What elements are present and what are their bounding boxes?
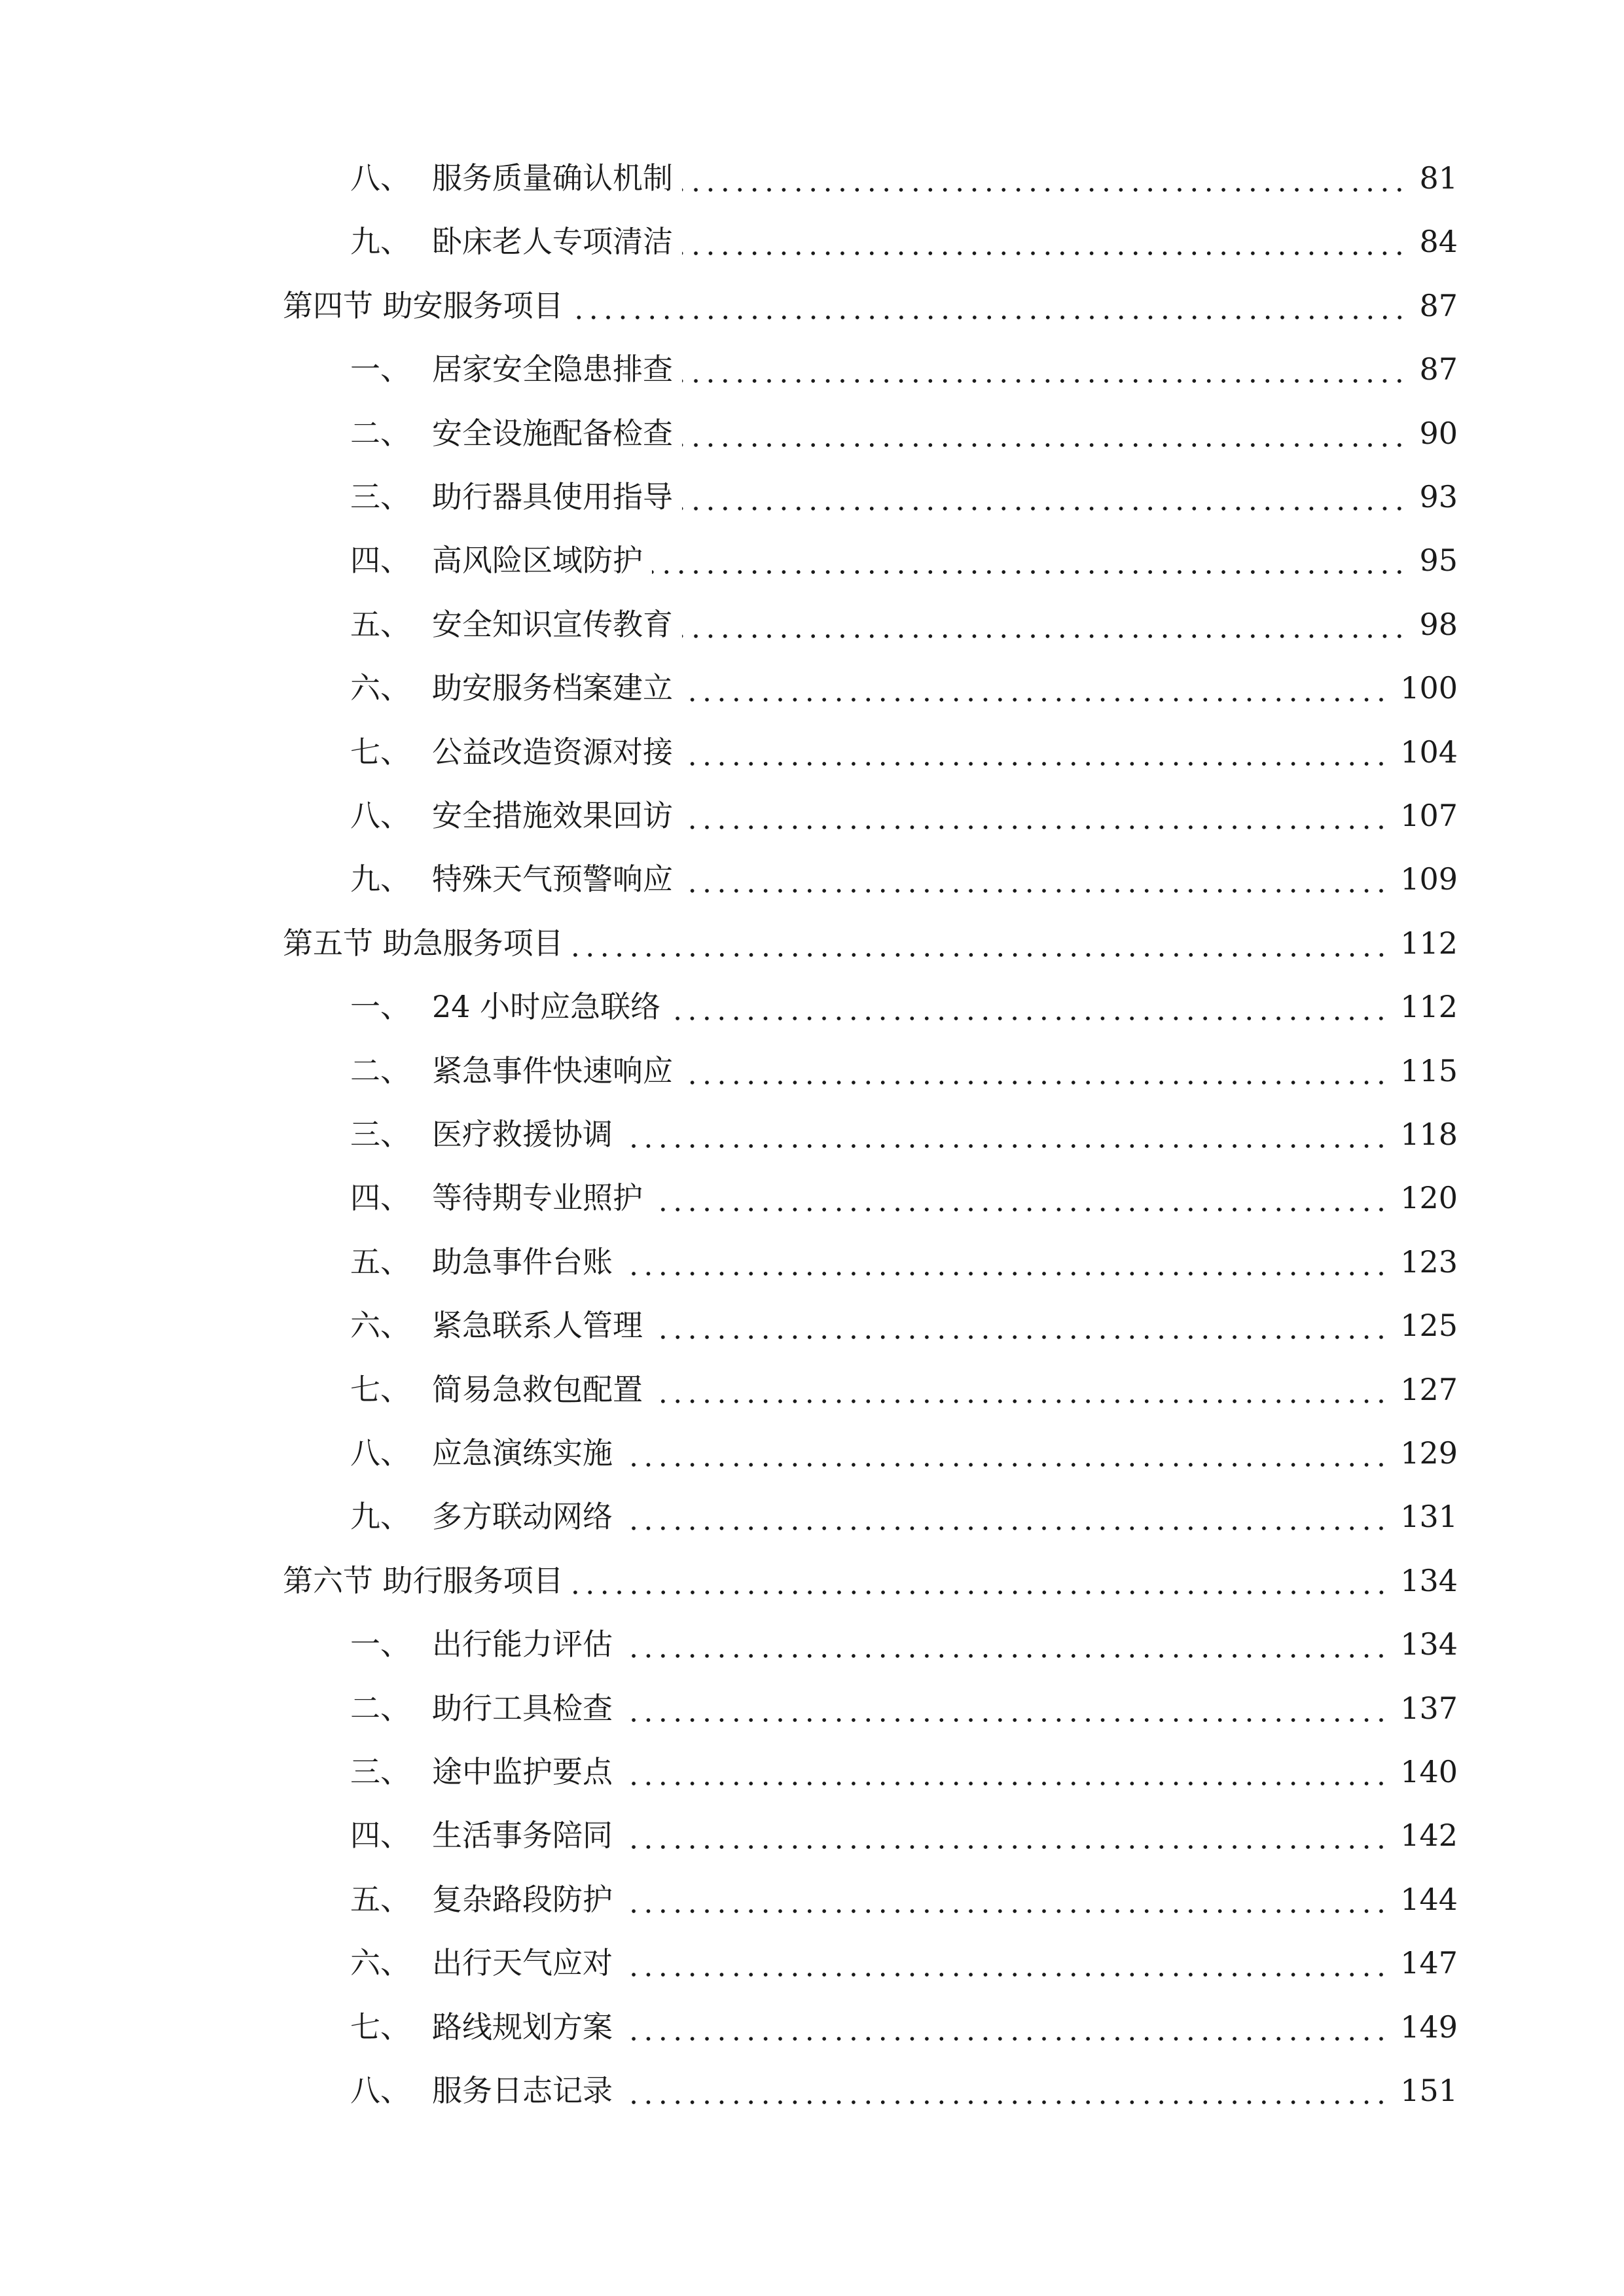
toc-entry-page-number: 140 [1400,1754,1458,1789]
toc-entry-page-number: 84 [1419,224,1458,260]
toc-subsection-entry[interactable] [350,853,1458,905]
toc-entry-number: 二、 [350,1690,410,1726]
dot-leader [670,980,1388,1033]
toc-entry-number: 一、 [350,1626,410,1662]
dot-leader [622,1809,1388,1861]
toc-entry-page-number: 93 [1419,479,1458,514]
toc-section-entry[interactable] [283,1554,1458,1607]
toc-entry-title: 生活事务陪同 [432,1818,613,1854]
toc-entry-title: 助急事件台账 [432,1244,613,1280]
toc-entry-title: 24 小时应急联络 [432,989,661,1025]
dot-leader [573,917,1389,969]
dot-leader [622,1618,1388,1670]
toc-entry-title: 路线规划方案 [432,2009,613,2045]
toc-entry-page-number: 125 [1400,1308,1458,1344]
toc-subsection-entry[interactable] [350,662,1458,714]
toc-entry-number: 七、 [350,2009,410,2045]
dot-leader [682,343,1407,395]
dot-leader [622,1682,1388,1734]
dot-leader [682,215,1407,268]
toc-entry-title: 等待期专业照护 [432,1180,643,1216]
dot-leader [682,789,1388,842]
dot-leader [682,407,1407,459]
toc-entry-title: 简易急救包配置 [432,1371,643,1407]
toc-entry-page-number: 87 [1419,287,1458,323]
toc-subsection-entry[interactable] [350,1682,1458,1734]
toc-entry-page-number: 90 [1419,415,1458,451]
toc-subsection-entry[interactable] [350,1809,1458,1861]
toc-subsection-entry[interactable] [350,215,1458,268]
dot-leader [682,853,1388,905]
toc-entry-number: 四、 [350,1180,410,1216]
toc-entry-number: 五、 [350,1881,410,1917]
dot-leader [682,726,1388,778]
toc-entry-page-number: 112 [1400,925,1458,961]
toc-entry-page-number: 131 [1400,1499,1458,1535]
toc-subsection-entry[interactable] [350,1108,1458,1160]
dot-leader [622,1427,1388,1479]
dot-leader [652,1172,1388,1224]
toc-entry-page-number: 144 [1400,1881,1458,1917]
toc-entry-number: 七、 [350,1371,410,1407]
toc-entry-page-number: 112 [1400,989,1458,1025]
toc-entry-page-number: 118 [1400,1117,1458,1152]
toc-entry-title: 助行工具检查 [432,1690,613,1726]
toc-entry-title: 居家安全隐患排查 [432,351,673,387]
toc-subsection-entry[interactable] [350,2001,1458,2053]
toc-subsection-entry[interactable] [350,1746,1458,1798]
dot-leader [622,1746,1388,1798]
toc-entry-page-number: 134 [1400,1562,1458,1598]
toc-entry-page-number: 120 [1400,1180,1458,1216]
toc-entry-page-number: 95 [1419,543,1458,579]
dot-leader [652,1363,1388,1416]
toc-entry-title: 出行天气应对 [432,1945,613,1981]
toc-entry-number: 一、 [350,351,410,387]
dot-leader [682,598,1407,651]
dot-leader [622,2001,1388,2053]
toc-entry-page-number: 127 [1400,1371,1458,1407]
toc-subsection-entry[interactable] [350,1873,1458,1926]
toc-entry-title: 第四节 助安服务项目 [283,287,564,323]
toc-subsection-entry[interactable] [350,1363,1458,1416]
toc-entry-page-number: 107 [1400,798,1458,833]
toc-entry-number: 五、 [350,606,410,642]
toc-entry-page-number: 81 [1419,160,1458,196]
toc-entry-page-number: 87 [1419,351,1458,387]
toc-section-entry[interactable] [283,917,1458,969]
toc-entry-page-number: 100 [1400,670,1458,706]
toc-entry-page-number: 151 [1400,2073,1458,2108]
toc-subsection-entry[interactable] [350,534,1458,586]
dot-leader [682,152,1407,204]
toc-entry-page-number: 147 [1400,1945,1458,1981]
toc-entry-number: 九、 [350,224,410,260]
dot-leader [682,471,1407,523]
toc-entry-title: 医疗救援协调 [432,1117,613,1152]
toc-entry-title: 第五节 助急服务项目 [283,925,564,961]
toc-entry-number: 三、 [350,1117,410,1152]
toc-subsection-entry[interactable] [350,1937,1458,1989]
toc-entry-title: 卧床老人专项清洁 [432,224,673,260]
toc-subsection-entry[interactable] [350,152,1458,204]
toc-entry-title: 复杂路段防护 [432,1881,613,1917]
toc-entry-number: 五、 [350,1244,410,1280]
toc-entry-title: 紧急联系人管理 [432,1308,643,1344]
toc-entry-title: 安全知识宣传教育 [432,606,673,642]
dot-leader [573,1554,1389,1607]
dot-leader [622,1236,1388,1288]
toc-subsection-entry[interactable] [350,1490,1458,1543]
toc-subsection-entry[interactable] [350,1427,1458,1479]
toc-entry-number: 一、 [350,989,410,1025]
toc-entry-number: 九、 [350,1499,410,1535]
toc-entry-page-number: 129 [1400,1435,1458,1471]
toc-entry-title: 应急演练实施 [432,1435,613,1471]
toc-subsection-entry[interactable] [350,1172,1458,1224]
dot-leader [622,1108,1388,1160]
toc-entry-page-number: 123 [1400,1244,1458,1280]
toc-subsection-entry[interactable] [350,343,1458,395]
toc-entry-title: 服务质量确认机制 [432,160,673,196]
toc-entry-page-number: 115 [1400,1052,1458,1088]
toc-entry-number: 六、 [350,1308,410,1344]
toc-entry-title: 服务日志记录 [432,2073,613,2108]
toc-entry-number: 四、 [350,1818,410,1854]
toc-entry-title: 途中监护要点 [432,1754,613,1789]
toc-entry-title: 助行器具使用指导 [432,479,673,514]
toc-entry-number: 三、 [350,1754,410,1789]
toc-entry-number: 七、 [350,734,410,770]
dot-leader [573,279,1407,332]
toc-entry-number: 二、 [350,415,410,451]
toc-entry-number: 八、 [350,1435,410,1471]
toc-subsection-entry[interactable] [350,407,1458,459]
toc-entry-number: 三、 [350,479,410,514]
dot-leader [652,1299,1388,1352]
toc-subsection-entry[interactable] [350,1299,1458,1352]
toc-entry-title: 出行能力评估 [432,1626,613,1662]
dot-leader [682,662,1388,714]
toc-subsection-entry[interactable] [350,980,1458,1033]
toc-entry-number: 九、 [350,861,410,897]
dot-leader [682,1045,1388,1097]
toc-entry-title: 安全措施效果回访 [432,798,673,833]
toc-entry-title: 安全设施配备检查 [432,415,673,451]
toc-subsection-entry[interactable] [350,1618,1458,1670]
toc-entry-title: 高风险区域防护 [432,543,643,579]
toc-subsection-entry[interactable] [350,1236,1458,1288]
toc-entry-page-number: 137 [1400,1690,1458,1726]
toc-subsection-entry[interactable] [350,2064,1458,2117]
toc-entry-title: 公益改造资源对接 [432,734,673,770]
toc-entry-number: 八、 [350,160,410,196]
toc-entry-page-number: 142 [1400,1818,1458,1854]
dot-leader [622,1873,1388,1926]
toc-entry-number: 二、 [350,1052,410,1088]
toc-entry-number: 八、 [350,798,410,833]
toc-section-entry[interactable] [283,279,1458,332]
toc-entry-number: 六、 [350,670,410,706]
toc-entry-title: 特殊天气预警响应 [432,861,673,897]
toc-entry-page-number: 149 [1400,2009,1458,2045]
toc-entry-title: 第六节 助行服务项目 [283,1562,564,1598]
dot-leader [622,2064,1388,2117]
toc-entry-title: 多方联动网络 [432,1499,613,1535]
toc-entry-title: 助安服务档案建立 [432,670,673,706]
toc-entry-title: 紧急事件快速响应 [432,1052,673,1088]
toc-entry-page-number: 134 [1400,1626,1458,1662]
toc-entry-page-number: 109 [1400,861,1458,897]
toc-subsection-entry[interactable] [350,789,1458,842]
toc-subsection-entry[interactable] [350,598,1458,651]
dot-leader [622,1490,1388,1543]
toc-subsection-entry[interactable] [350,726,1458,778]
toc-entry-number: 六、 [350,1945,410,1981]
toc-entry-page-number: 98 [1419,606,1458,642]
toc-entry-number: 四、 [350,543,410,579]
toc-entry-page-number: 104 [1400,734,1458,770]
dot-leader [622,1937,1388,1989]
toc-entry-number: 八、 [350,2073,410,2108]
toc-subsection-entry[interactable] [350,471,1458,523]
toc-subsection-entry[interactable] [350,1045,1458,1097]
dot-leader [652,534,1407,586]
